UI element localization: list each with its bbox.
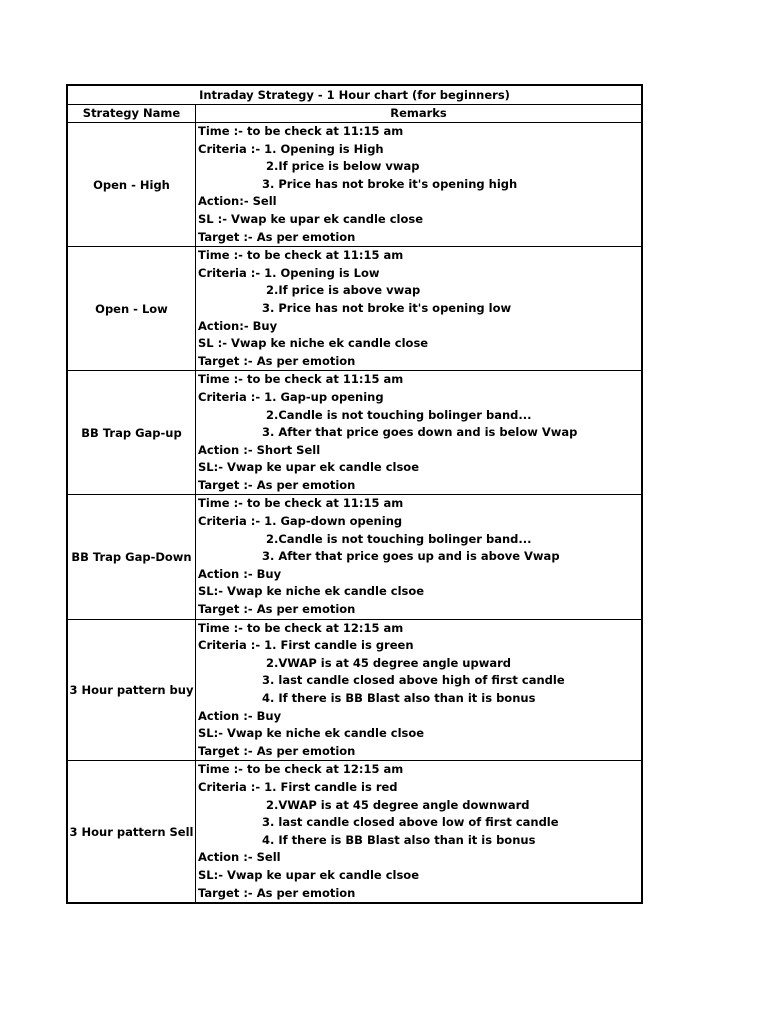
remark-line: SL:- Vwap ke niche ek candle clsoe bbox=[198, 726, 425, 741]
remark-line: 2.Candle is not touching bolinger band... bbox=[266, 531, 532, 546]
remarks-cell bbox=[196, 247, 641, 370]
remarks-cell bbox=[196, 371, 641, 494]
remark-line: SL :- Vwap ke niche ek candle close bbox=[198, 336, 429, 351]
remarks-cell bbox=[196, 123, 641, 246]
remark-line: Time :- to be check at 11:15 am bbox=[198, 248, 404, 263]
remarks-cell bbox=[196, 620, 641, 761]
remark-line: Time :- to be check at 12:15 am bbox=[198, 762, 404, 777]
table-row bbox=[68, 495, 641, 619]
remark-line: 4. If there is BB Blast also than it is bonus bbox=[262, 832, 536, 847]
remark-line: SL :- Vwap ke upar ek candle close bbox=[198, 211, 424, 226]
remark-line: 3. Price has not broke it's opening high bbox=[262, 176, 518, 191]
remark-line: Target :- As per emotion bbox=[198, 885, 356, 900]
strategy-table bbox=[66, 84, 643, 904]
strategy-name-cell: 3 Hour pattern Sell bbox=[68, 761, 196, 902]
remark-line: 3. Price has not broke it's opening low bbox=[262, 300, 512, 315]
remark-line: Action:- Buy bbox=[198, 318, 278, 333]
header-row bbox=[68, 105, 641, 123]
remark-line: 3. After that price goes up and is above Vwap bbox=[262, 549, 560, 564]
remark-line: 3. last candle closed above high of first candle bbox=[262, 673, 565, 688]
remark-line: 2.VWAP is at 45 degree angle upward bbox=[266, 655, 511, 670]
remark-line: 2.If price is above vwap bbox=[266, 283, 421, 298]
remark-line: SL:- Vwap ke niche ek candle clsoe bbox=[198, 584, 425, 599]
table-body bbox=[68, 123, 641, 902]
strategy-name-cell: BB Trap Gap-up bbox=[68, 371, 196, 494]
header-remarks: Remarks bbox=[390, 106, 447, 120]
remark-line: 3. last candle closed above low of first candle bbox=[262, 815, 559, 830]
remark-line: 2.Candle is not touching bolinger band... bbox=[266, 407, 532, 422]
remark-line: Action :- Short Sell bbox=[198, 442, 321, 457]
remark-line: Target :- As per emotion bbox=[198, 743, 356, 758]
remark-line: SL:- Vwap ke upar ek candle clsoe bbox=[198, 867, 419, 882]
table-row bbox=[68, 620, 641, 762]
remark-line: Action :- Buy bbox=[198, 708, 282, 723]
remark-line: Time :- to be check at 12:15 am bbox=[198, 620, 404, 635]
remark-line: Criteria :- 1. Opening is High bbox=[198, 141, 384, 156]
strategy-name-cell: 3 Hour pattern buy bbox=[68, 620, 196, 761]
table-row bbox=[68, 371, 641, 495]
remark-line: Criteria :- 1. First candle is green bbox=[198, 638, 414, 653]
remark-line: Action :- Sell bbox=[198, 850, 281, 865]
remark-line: Time :- to be check at 11:15 am bbox=[198, 124, 404, 138]
strategy-name-cell: Open - High bbox=[68, 123, 196, 246]
table-title: Intraday Strategy - 1 Hour chart (for beginners) bbox=[68, 86, 641, 105]
table-row bbox=[68, 761, 641, 902]
remark-line: 2.If price is below vwap bbox=[266, 159, 420, 174]
remark-line: Action:- Sell bbox=[198, 194, 277, 209]
remark-line: 3. After that price goes down and is below Vwap bbox=[262, 425, 578, 440]
remark-line: Target :- As per emotion bbox=[198, 477, 356, 492]
remark-line: Target :- As per emotion bbox=[198, 353, 356, 368]
strategy-name-cell: BB Trap Gap-Down bbox=[68, 495, 196, 618]
remarks-cell bbox=[196, 495, 641, 618]
remark-line: Criteria :- 1. Gap-up opening bbox=[198, 389, 384, 404]
remark-line: SL:- Vwap ke upar ek candle clsoe bbox=[198, 460, 419, 475]
table-row bbox=[68, 123, 641, 247]
table-row bbox=[68, 247, 641, 371]
remark-line: Target :- As per emotion bbox=[198, 602, 356, 617]
remark-line: 4. If there is BB Blast also than it is bonus bbox=[262, 691, 536, 705]
remark-line: Time :- to be check at 11:15 am bbox=[198, 496, 404, 511]
remark-line: Criteria :- 1. Gap-down opening bbox=[198, 514, 403, 529]
remark-line: Action :- Buy bbox=[198, 566, 282, 581]
remark-line: Time :- to be check at 11:15 am bbox=[198, 372, 404, 387]
remark-line: Criteria :- 1. First candle is red bbox=[198, 779, 398, 794]
header-strategy-name: Strategy Name bbox=[68, 105, 196, 122]
remark-line: 2.VWAP is at 45 degree angle downward bbox=[266, 797, 530, 812]
remarks-cell bbox=[196, 761, 641, 902]
remark-line: Target :- As per emotion bbox=[198, 229, 356, 244]
strategy-name-cell: Open - Low bbox=[68, 247, 196, 370]
remark-line: Criteria :- 1. Opening is Low bbox=[198, 265, 380, 280]
